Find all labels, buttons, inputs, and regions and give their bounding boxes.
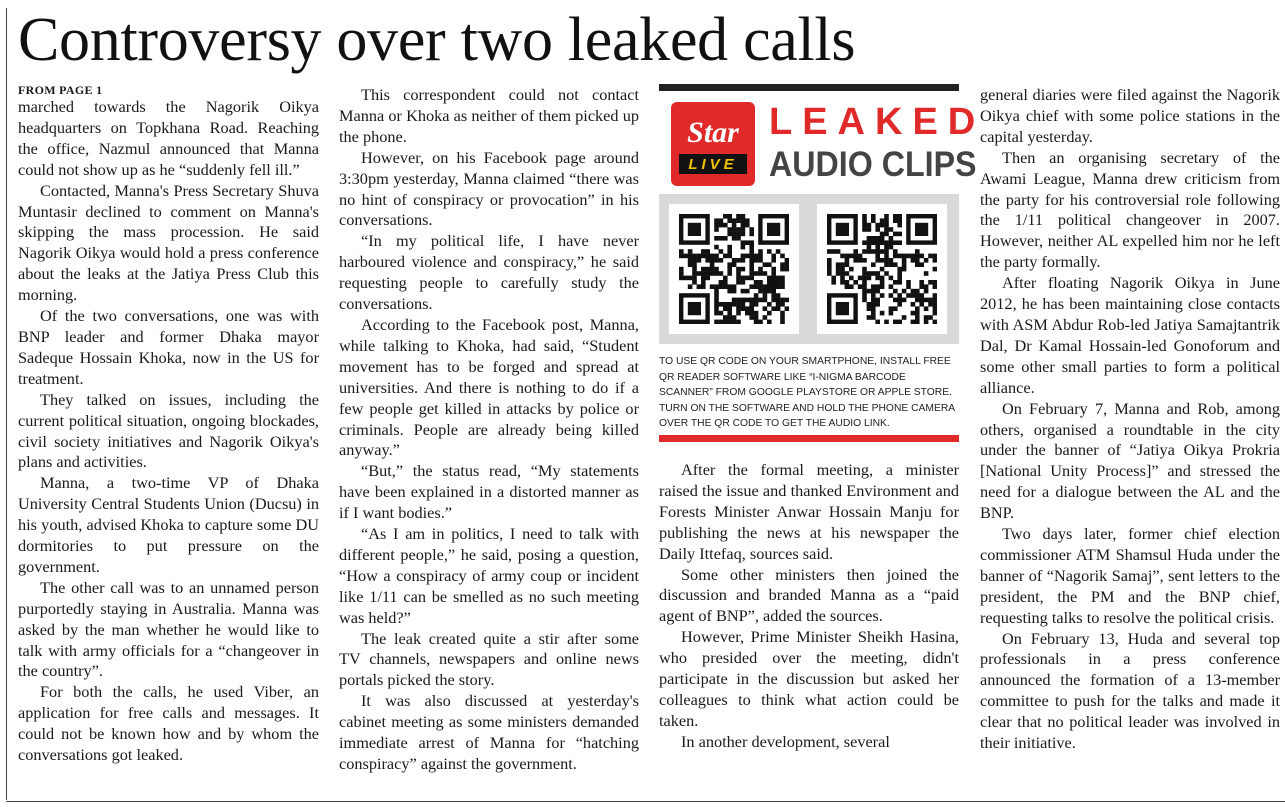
paragraph: Some other ministers then joined the discussion and branded Manna as a “paid agent of BNP”, added the sources. — [659, 564, 959, 626]
promo-title-audio-clips: AUDIO CLIPS — [769, 145, 977, 184]
qr-code-2[interactable] — [817, 204, 947, 334]
paragraph: marched towards the Nagorik Oikya headquarters on Topkhana Road. Reaching the office, Nazmul announced that Manna could not show up as he “suddenly fell ill.” — [18, 97, 319, 179]
article-column-4 — [980, 85, 1280, 754]
qr-code-1[interactable] — [669, 204, 799, 334]
paragraph: Of the two conversations, one was with BNP leader and former Dhaka mayor Sadeque Hossain Khoka, now in the US for treatment. — [18, 306, 319, 388]
paragraph: However, Prime Minister Sheikh Hasina, who presided over the meeting, didn't participate in the discussion but asked her colleagues to think what action could be taken. — [659, 627, 959, 730]
leaked-audio-promo — [659, 84, 986, 444]
paragraph: This correspondent could not contact Manna or Khoka as neither of them picked up the phone. — [339, 85, 639, 146]
qr-instructions: TO USE QR CODE ON YOUR SMARTPHONE, INSTALL FREE QR READER SOFTWARE LIKE “I-NIGMA BARCODE SCANNER” FROM GOOGLE PLAYSTORE OR APPLE STORE. TURN ON THE SOFTWARE AND HOLD THE PHONE CAMERA OVER THE QR CODE TO GET THE AUDIO LINK. — [659, 356, 955, 429]
article-column-3 — [659, 460, 959, 753]
qr-panel — [659, 194, 959, 344]
paragraph: On February 13, Huda and several top professionals in a press conference announced the formation of a 13-member committee to push for the talks and made it clear that no political leader was involved in their initiative. — [980, 628, 1280, 753]
paragraph: Contacted, Manna's Press Secretary Shuva Muntasir declined to comment on Manna's skipping the mass procession. He said Nagorik Oikya would hold a press conference about the leaks at the Jatiya Press Club this morning. — [18, 180, 319, 305]
paragraph: For both the calls, he used Viber, an application for free calls and messages. It could not be known how and by whom the conversations got leaked. — [18, 682, 319, 765]
paragraph: It was also discussed at yesterday's cabinet meeting as some ministers demanded immediate arrest of Manna for “hatching conspiracy” against the government. — [339, 691, 639, 773]
qr-code-icon — [827, 214, 937, 324]
continuation-kicker: FROM PAGE 1 — [18, 83, 103, 97]
paragraph: After floating Nagorik Oikya in June 2012, he has been maintaining close contacts with ASM Abdur Rob-led Jatiya Samajtantrik Dal, Dr Kamal Hossain-led Gonoforum and some other small parties to form a political alliance. — [980, 273, 1280, 397]
article-column-1 — [18, 83, 319, 766]
paragraph: According to the Facebook post, Manna, while talking to Khoka, had said, “Student movement has to be forged and spread at universities. And there is nothing to do if a few people get killed in attacks by police or criminals. People are already being killed anyway.” — [339, 314, 639, 460]
logo-word: Star — [687, 116, 739, 149]
article-column-2 — [339, 85, 639, 775]
paragraph: “But,” the status read, “My statements have been explained in a distorted manner as if I want bodies.” — [339, 461, 639, 523]
paragraph: On February 7, Manna and Rob, among others, organised a roundtable in the city under the banner of “Jatiya Oikya Prokria [National Unity Process]” and stressed the need for a dialogue between the AL and the BNP. — [980, 398, 1280, 523]
paragraph: Then an organising secretary of the Awami League, Manna drew criticism from the party for his controversial role following the 1/11 political changeover in 2007. However, neither AL expelled him nor he left the party formally. — [980, 147, 1280, 272]
promo-title-leaked: LEAKED — [769, 101, 986, 143]
paragraph: “As I am in politics, I need to talk with different people,” he said, posing a question, “How a conspiracy of army coup or incident like 1/11 can be smelled as no such meeting was held?” — [339, 524, 639, 627]
promo-bottom-bar — [659, 435, 959, 442]
bottom-rule — [6, 801, 1285, 802]
paragraph: However, on his Facebook page around 3:30pm yesterday, Manna claimed “there was no hint of conspiracy or provocation” in his conversations. — [339, 147, 639, 230]
paragraph: The leak created quite a stir after some TV channels, newspapers and online news portals picked the story. — [339, 628, 639, 690]
article-headline: Controversy over two leaked calls — [18, 6, 856, 74]
paragraph: After the formal meeting, a minister raised the issue and thanked Environment and Forests Minister Anwar Hossain Manju for publishing the news at his newspaper the Daily Ittefaq, sources said. — [659, 460, 959, 563]
qr-code-icon — [679, 214, 789, 324]
paragraph: “In my political life, I have never harboured violence and conspiracy,” he said requesting people to carefully study the conversations. — [339, 231, 639, 314]
promo-top-bar — [659, 84, 959, 91]
paragraph: The other call was to an unnamed person purportedly staying in Australia. Manna was asked by the man whether he would like to talk with army officials for a “changeover in the country”. — [18, 577, 319, 681]
paragraph: In another development, several — [681, 731, 890, 751]
left-column-rule — [6, 8, 7, 800]
paragraph: general diaries were filed against the Nagorik Oikya chief with some police stations in the capital yesterday. — [980, 85, 1280, 146]
paragraph: They talked on issues, including the current political situation, ongoing blockades, civil society initiatives and Nagorik Oikya's plans and activities. — [18, 389, 319, 472]
paragraph: Two days later, former chief election commissioner ATM Shamsul Huda under the banner of “Nagorik Samaj”, sent letters to the president, the PM and the BNP chief, requesting talks to resolve the political crisis. — [980, 524, 1280, 627]
logo-live: LIVE — [688, 156, 738, 173]
paragraph: Manna, a two-time VP of Dhaka University Central Students Union (Ducsu) in his youth, advised Khoka to capture some DU dormitories to put pressure on the government. — [18, 473, 319, 576]
star-live-logo-icon — [671, 102, 755, 186]
